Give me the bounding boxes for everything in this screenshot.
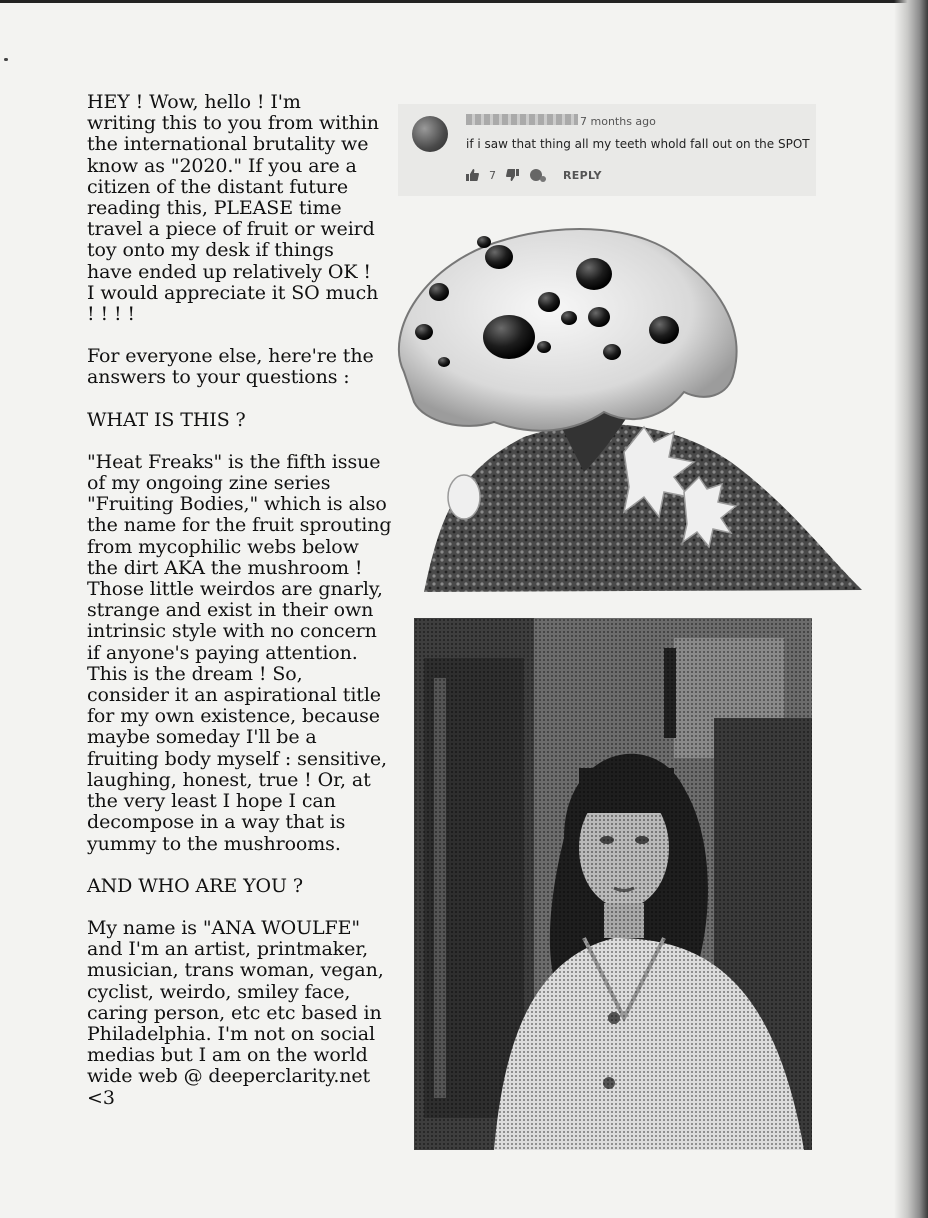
print-speck: [4, 58, 8, 61]
question-what-is-this: WHAT IS THIS ?: [87, 408, 246, 431]
binding-shadow: [894, 0, 928, 1218]
intro-paragraph: HEY ! Wow, hello ! I'm writing this to you from within the international brutality we know as "2020." If you are a citizen of the distant future reading this, PLEASE time travel a piece of fruit or weird toy onto my desk if things have ended up relatively OK ! I would appreciate it SO much ! ! ! !: [87, 91, 379, 326]
thumbs-up-icon[interactable]: [466, 169, 479, 181]
reply-button[interactable]: REPLY: [563, 168, 602, 182]
page-top-edge: [0, 0, 928, 3]
zine-text-column: [87, 92, 417, 1130]
answers-intro: For everyone else, here're the answers to your questions :: [87, 345, 374, 389]
answer-who-are-you: My name is "ANA WOULFE" and I'm an artist, printmaker, musician, trans woman, vegan, cyclist, weirdo, smiley face, caring person, etc etc based in Philadelphia. I'm not on social medias but I am on the world wide web @ deeperclarity.net <3: [87, 916, 384, 1109]
commenter-username-blurred: [466, 114, 578, 125]
commenter-avatar: [412, 116, 448, 152]
youtube-comment-card: [398, 104, 816, 196]
comment-actions: [466, 168, 612, 182]
mushroom-creature-image: [384, 222, 864, 594]
avatar-reply-icon: [529, 168, 547, 182]
comment-text: if i saw that thing all my teeth whold fall out on the SPOT: [466, 137, 810, 151]
comment-time: 7 months ago: [580, 115, 656, 128]
question-who-are-you: AND WHO ARE YOU ?: [87, 874, 303, 897]
portrait-photo: [414, 618, 812, 1150]
thumbs-down-icon[interactable]: [506, 169, 519, 181]
like-count: 7: [489, 168, 496, 182]
answer-what-is-this: "Heat Freaks" is the fifth issue of my ongoing zine series "Fruiting Bodies," which is also the name for the fruit sprouting from mycophilic webs below the dirt AKA the mushroom ! Those little weirdos are gnarly, strange and exist in their own intrinsic style with no concern if anyone's paying attention. This is the dream ! So, consider it an aspirational title for my own existence, because maybe someday I'll be a fruiting body myself : sensitive, laughing, honest, true ! Or, at the very least I hope I can decompose in a way that is yummy to the mushrooms.: [87, 450, 392, 855]
